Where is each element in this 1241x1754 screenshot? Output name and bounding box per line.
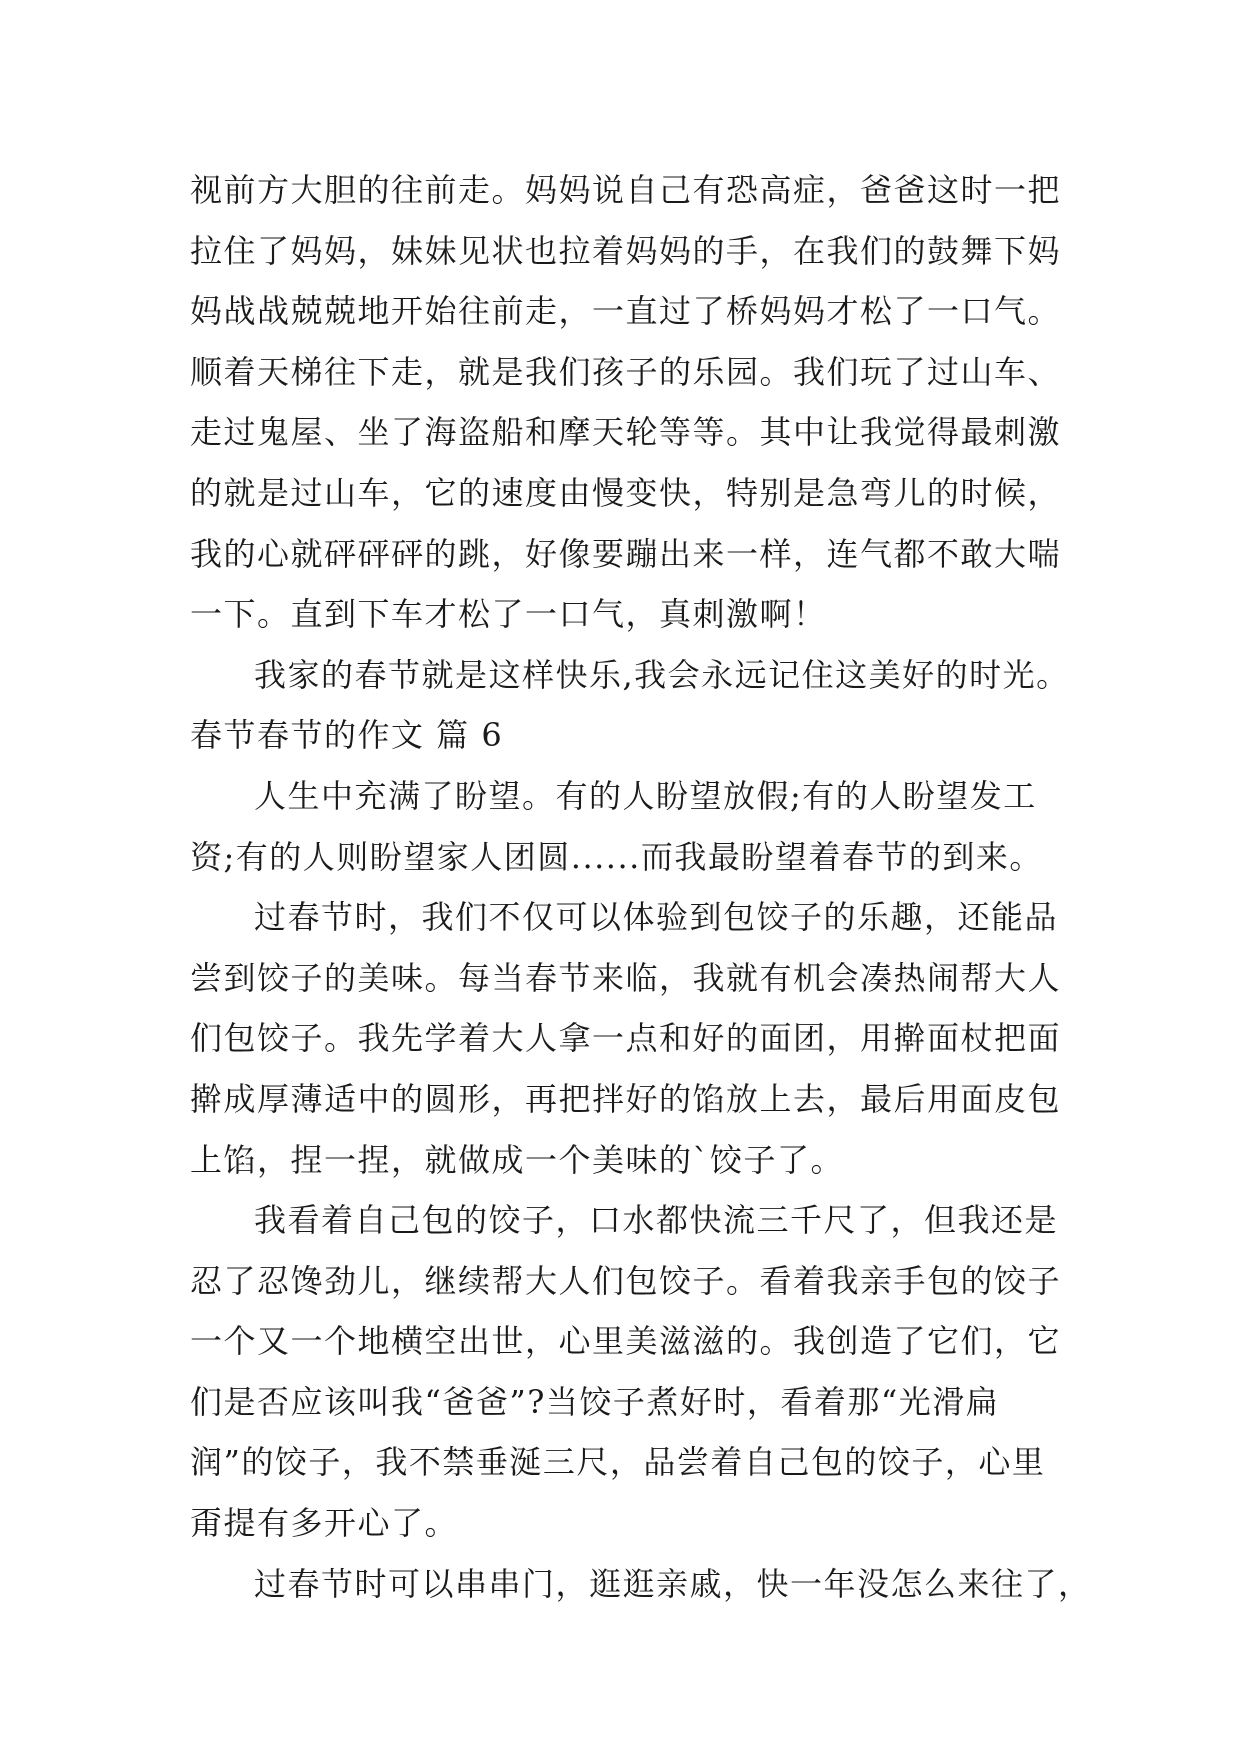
text-line: 视前方大胆的往前走。妈妈说自己有恐高症，爸爸这时一把 — [190, 171, 1062, 209]
text-line: 们是否应该叫我“爸爸”?当饺子煮好时，看着那“光滑扁 — [190, 1382, 1000, 1421]
text-line: 资;有的人则盼望家人团圆......而我最盼望着春节的到来。 — [190, 837, 1043, 876]
text-line: 一个又一个地横空出世，心里美滋滋的。我创造了它们，它 — [190, 1322, 1062, 1361]
text-line: 的就是过山车，它的速度由慢变快，特别是急弯儿的时候， — [190, 473, 1062, 512]
text-line: 润”的饺子，我不禁垂涎三尺，品尝着自己包的饺子，心里 — [190, 1443, 1046, 1482]
text-line: 顺着天梯往下走，就是我们孩子的乐园。我们玩了过山车、 — [190, 352, 1062, 391]
text-line: 拉住了妈妈，妹妹见状也拉着妈妈的手，在我们的鼓舞下妈 — [190, 231, 1062, 270]
paragraph-first-line: 过春节时可以串串门，逛逛亲戚，快一年没怎么来往了， — [254, 1564, 1092, 1603]
paragraph-first-line: 我家的春节就是这样快乐,我会永远记住这美好的时光。 — [254, 655, 1070, 694]
section-heading: 春节春节的作文 篇 6 — [190, 716, 504, 755]
text-line: 上馅，捏一捏，就做成一个美味的`饺子了。 — [190, 1140, 845, 1179]
text-line: 一下。直到下车才松了一口气，真刺激啊！ — [190, 595, 827, 634]
text-line: 们包饺子。我先学着大人拿一点和好的面团，用擀面杖把面 — [190, 1019, 1062, 1058]
text-line: 我的心就砰砰砰的跳，好像要蹦出来一样，连气都不敢大喘 — [190, 534, 1062, 573]
paragraph-first-line: 人生中充满了盼望。有的人盼望放假;有的人盼望发工 — [254, 776, 1037, 815]
text-line: 尝到饺子的美味。每当春节来临，我就有机会凑热闹帮大人 — [190, 958, 1062, 997]
text-line: 忍了忍馋劲儿，继续帮大人们包饺子。看着我亲手包的饺子 — [190, 1261, 1062, 1300]
paragraph-first-line: 我看着自己包的饺子，口水都快流三千尺了，但我还是 — [254, 1201, 1059, 1240]
text-line: 擀成厚薄适中的圆形，再把拌好的馅放上去，最后用面皮包 — [190, 1079, 1062, 1118]
text-line: 甭提有多开心了。 — [190, 1504, 459, 1543]
paragraph-first-line: 过春节时，我们不仅可以体验到包饺子的乐趣，还能品 — [254, 898, 1059, 937]
essay-body — [190, 160, 1092, 1614]
text-line: 妈战战兢兢地开始往前走，一直过了桥妈妈才松了一口气。 — [190, 292, 1062, 331]
text-line: 走过鬼屋、坐了海盗船和摩天轮等等。其中让我觉得最刺激 — [190, 413, 1062, 452]
